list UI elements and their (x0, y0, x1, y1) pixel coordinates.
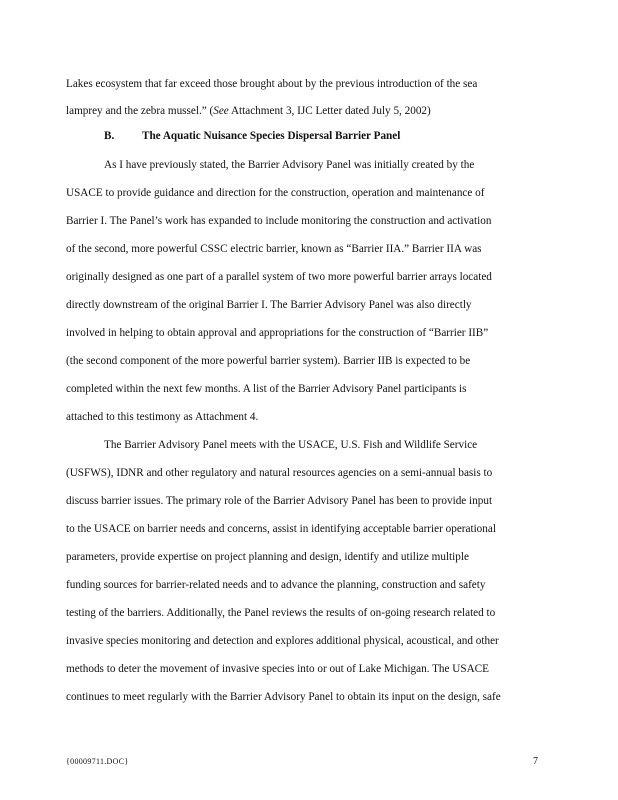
paragraph-2-line-2: USACE to provide guidance and direction for the construction, operation and maintenance of (66, 187, 485, 199)
paragraph-2-line-7: involved in helping to obtain approval and appropriations for the construction of “Barrier IIB” (66, 327, 489, 339)
paragraph-3-line-6: funding sources for barrier-related needs and to advance the planning, construction and safety (66, 579, 486, 591)
paragraph-2-line-8: (the second component of the more powerful barrier system). Barrier IIB is expected to be (66, 355, 471, 367)
paragraph-3-line-8: invasive species monitoring and detection and explores additional physical, acoustical, and other (66, 635, 499, 647)
page-number: 7 (533, 756, 538, 767)
paragraph-3-line-5: parameters, provide expertise on project planning and design, identify and utilize multiple (66, 551, 469, 563)
paragraph-1-line-2: lamprey and the zebra mussel.” (See Attachment 3, IJC Letter dated July 5, 2002) (66, 105, 431, 117)
paragraph-2-line-5: originally designed as one part of a parallel system of two more powerful barrier arrays located (66, 271, 492, 283)
paragraph-2-line-3: Barrier I. The Panel’s work has expanded to include monitoring the construction and activation (66, 215, 492, 227)
paragraph-2-line-6: directly downstream of the original Barrier I. The Barrier Advisory Panel was also directly (66, 299, 472, 311)
paragraph-3-line-9: methods to deter the movement of invasive species into or out of Lake Michigan. The USACE (66, 663, 489, 675)
paragraph-3-line-10: continues to meet regularly with the Barrier Advisory Panel to obtain its input on the design, safe (66, 691, 501, 703)
paragraph-3-line-3: discuss barrier issues. The primary role of the Barrier Advisory Panel has been to provide input (66, 495, 493, 507)
paragraph-3-line-2: (USFWS), IDNR and other regulatory and natural resources agencies on a semi-annual basis to (66, 467, 493, 479)
paragraph-2-line-4: of the second, more powerful CSSC electric barrier, known as “Barrier IIA.” Barrier IIA was (66, 243, 482, 255)
paragraph-3-line-7: testing of the barriers. Additionally, the Panel reviews the results of on-going research related to (66, 607, 496, 619)
see-italic: See (213, 105, 229, 117)
paragraph-2-line-10: attached to this testimony as Attachment 4. (66, 411, 259, 423)
footer-doc-id: {00009711.DOC} (66, 757, 129, 766)
paragraph-2-line-9: completed within the next few months. A list of the Barrier Advisory Panel participants is (66, 383, 467, 395)
section-number: B. (104, 130, 115, 142)
section-heading (104, 130, 400, 142)
paragraph-2-line-1: As I have previously stated, the Barrier Advisory Panel was initially created by the (104, 159, 475, 171)
paragraph-3-line-1: The Barrier Advisory Panel meets with the USACE, U.S. Fish and Wildlife Service (104, 439, 478, 451)
paragraph-3-line-4: to the USACE on barrier needs and concerns, assist in identifying acceptable barrier operational (66, 523, 496, 535)
section-title: The Aquatic Nuisance Species Dispersal Barrier Panel (142, 130, 401, 142)
paragraph-1-line-1: Lakes ecosystem that far exceed those brought about by the previous introduction of the sea (66, 78, 478, 90)
